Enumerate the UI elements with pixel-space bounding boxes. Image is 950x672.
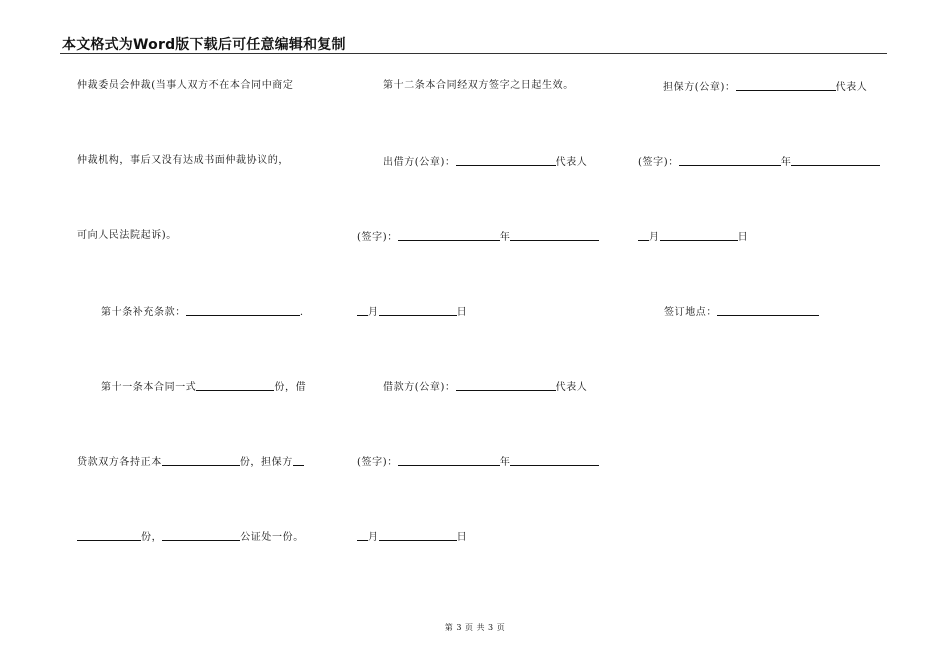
- borrower-month-label: 月: [368, 532, 379, 543]
- copies-unit: 份，: [141, 532, 163, 543]
- guarantor-representative-label: 代表人: [835, 82, 868, 93]
- col3-line1: [663, 80, 867, 94]
- col2-line2: [383, 155, 587, 169]
- borrower-signature-blank[interactable]: [398, 455, 500, 466]
- lender-signature-blank[interactable]: [398, 230, 500, 241]
- page-number-footer: 第 3 页 共 3 页: [444, 623, 506, 632]
- col2-line7: [357, 530, 467, 544]
- copies-total-blank[interactable]: [196, 380, 274, 391]
- lender-representative-label: 代表人: [555, 157, 588, 168]
- copies-clause-suffix: 份，借: [274, 382, 307, 393]
- guarantor-copies-blank-start[interactable]: [293, 455, 304, 466]
- lender-date-blank[interactable]: [510, 230, 599, 241]
- borrower-year-label: 年: [499, 457, 511, 468]
- col1-line4: [101, 305, 304, 319]
- signing-place-label: 签订地点：: [664, 307, 717, 318]
- guarantor-seal-label: 担保方(公章)：: [663, 82, 736, 93]
- col2-line5: [383, 380, 587, 394]
- col3-line4: [664, 305, 819, 319]
- lender-seal-label: 出借方(公章)：: [383, 157, 456, 168]
- original-copies-blank[interactable]: [162, 455, 240, 466]
- header-rule: [60, 53, 887, 54]
- copies-clause-label: 第十一条本合同一式: [101, 382, 197, 393]
- borrower-month-blank[interactable]: [357, 530, 368, 541]
- col1-line2: 仲裁机构，事后又没有达成书面仲裁协议的，: [77, 155, 289, 166]
- original-copies-label: 贷款双方各持正本: [77, 457, 162, 468]
- period-mark: .: [299, 307, 304, 318]
- guarantor-month-blank[interactable]: [638, 230, 649, 241]
- lender-day-blank[interactable]: [379, 305, 457, 316]
- borrower-day-blank[interactable]: [379, 530, 457, 541]
- guarantor-day-blank[interactable]: [660, 230, 738, 241]
- borrower-date-blank[interactable]: [510, 455, 599, 466]
- col1-line3: 可向人民法院起诉)。: [77, 230, 177, 241]
- guarantor-signature-label: (签字)：: [638, 157, 679, 168]
- supplementary-clause-blank[interactable]: [186, 305, 300, 316]
- lender-month-blank[interactable]: [357, 305, 368, 316]
- col2-line6: [357, 455, 599, 469]
- col2-line1: 第十二条本合同经双方签字之日起生效。: [383, 80, 574, 91]
- signing-place-blank[interactable]: [717, 305, 819, 316]
- guarantor-copies-blank[interactable]: [77, 530, 141, 541]
- col1-line6: [77, 455, 304, 469]
- guarantor-year-label: 年: [780, 157, 792, 168]
- document-header-title: 本文格式为Word版下载后可任意编辑和复制: [62, 37, 346, 53]
- col3-line3: [638, 230, 748, 244]
- lender-month-label: 月: [368, 307, 379, 318]
- guarantor-day-label: 日: [737, 232, 749, 243]
- col2-line4: [357, 305, 467, 319]
- supplementary-clause-label: 第十条补充条款：: [101, 307, 186, 318]
- guarantor-signature-blank[interactable]: [679, 155, 781, 166]
- guarantor-date-blank[interactable]: [791, 155, 880, 166]
- guarantor-seal-blank[interactable]: [736, 80, 836, 91]
- borrower-seal-blank[interactable]: [456, 380, 556, 391]
- col2-line3: [357, 230, 599, 244]
- col3-line2: [638, 155, 880, 169]
- lender-day-label: 日: [456, 307, 468, 318]
- col1-line1: 仲裁委员会仲裁(当事人双方不在本合同中商定: [77, 80, 294, 91]
- guarantor-month-label: 月: [649, 232, 660, 243]
- notary-copies-blank[interactable]: [162, 530, 240, 541]
- col1-line5: [101, 380, 306, 394]
- borrower-representative-label: 代表人: [555, 382, 588, 393]
- borrower-day-label: 日: [456, 532, 468, 543]
- borrower-signature-label: (签字)：: [357, 457, 398, 468]
- lender-seal-blank[interactable]: [456, 155, 556, 166]
- col1-line7: [77, 530, 304, 544]
- borrower-seal-label: 借款方(公章)：: [383, 382, 456, 393]
- guarantor-copies-label: 份，担保方: [239, 457, 293, 468]
- notary-copy-text: 公证处一份。: [240, 532, 304, 543]
- lender-signature-label: (签字)：: [357, 232, 398, 243]
- lender-year-label: 年: [499, 232, 511, 243]
